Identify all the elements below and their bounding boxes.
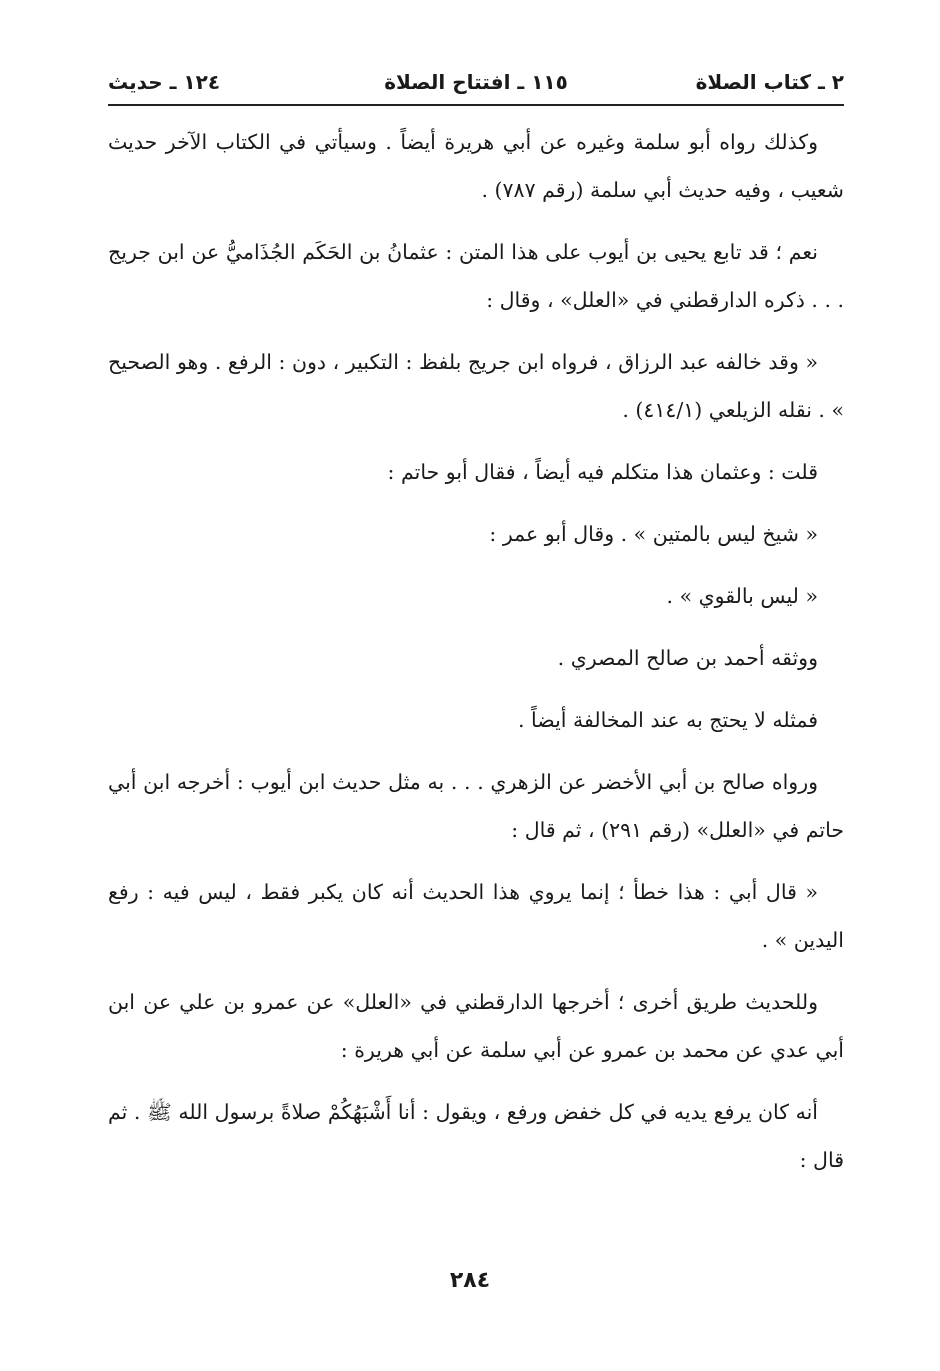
quote-paragraph: « ليس بالقوي » . [666,584,818,608]
main-text [108,118,844,1198]
header-book-title: ٢ ـ كتاب الصلاة [695,70,844,94]
quote-paragraph: « شيخ ليس بالمتين » . وقال أبو عمر : [489,522,818,546]
page-header [108,70,844,104]
page-number: ٢٨٤ [449,1268,491,1293]
paragraph: ورواه صالح بن أبي الأخضر عن الزهري . . . به مثل حديث ابن أيوب : أخرجه ابن أبي حاتم في «العلل» (رقم ٢٩١) ، ثم قال : [108,770,844,842]
paragraph: وللحديث طريق أخرى ؛ أخرجها الدارقطني في «العلل» عن عمرو بن علي عن ابن أبي عدي عن محمد بن عمرو عن أبي سلمة عن أبي هريرة : [108,990,844,1062]
header-hadith-number: ١٢٤ ـ حديث [108,70,221,94]
paragraph: وكذلك رواه أبو سلمة وغيره عن أبي هريرة أيضاً . وسيأتي في الكتاب الآخر حديث شعيب ، وفيه حديث أبي سلمة (رقم ٧٨٧) . [108,130,844,202]
header-chapter-title: ١١٥ ـ افتتاح الصلاة [384,70,568,94]
paragraph: أنه كان يرفع يديه في كل خفض ورفع ، ويقول : أنا أَشْبَهُكُمْ صلاةً برسول الله ﷺ . ثم قال : [108,1100,844,1172]
paragraph: قلت : وعثمان هذا متكلم فيه أيضاً ، فقال أبو حاتم : [387,460,818,484]
quote-paragraph: « وقد خالفه عبد الرزاق ، فرواه ابن جريج بلفظ : التكبير ، دون : الرفع . وهو الصحيح » . نقله الزيلعي (٤١٤/١) . [108,350,844,422]
paragraph: ووثقه أحمد بن صالح المصري . [557,646,818,670]
quote-paragraph: « قال أبي : هذا خطأ ؛ إنما يروي هذا الحديث أنه كان يكبر فقط ، ليس فيه : رفع اليدين » . [108,880,844,952]
paragraph: فمثله لا يحتج به عند المخالفة أيضاً . [518,708,818,732]
paragraph: نعم ؛ قد تابع يحيى بن أيوب على هذا المتن : عثمانُ بن الحَكَم الجُذَاميُّ عن ابن جريج . . . ذكره الدارقطني في «العلل» ، وقال : [108,240,844,312]
header-divider [108,104,844,106]
